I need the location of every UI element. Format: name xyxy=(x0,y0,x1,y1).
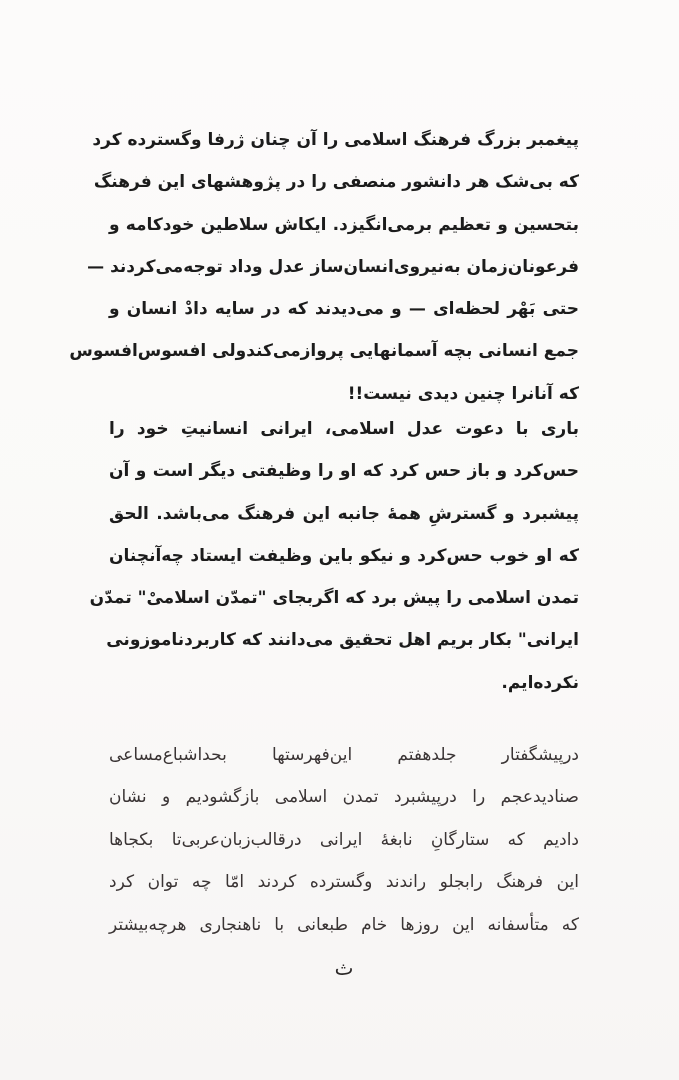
text-line: بتحسین و تعظیم برمی‌انگیزد. ایکاش سلاطین خودکامه و xyxy=(109,214,579,235)
paragraph-1 xyxy=(69,125,579,421)
text-line: جمع انسانی بچه آسمانهایی پروازمی‌کندولی افسوس‌افسوس xyxy=(69,341,579,362)
text-line: نکرده‌ایم. xyxy=(501,672,579,693)
text-line: درپیشگفتار جلدهفتم این‌فهرستها بحداشباع‌مساعی xyxy=(109,745,579,765)
text-line: که او خوب حس‌کرد و نیکو باین وظیفت ایستاد چه‌آنچنان xyxy=(109,545,579,566)
paragraph-2 xyxy=(89,414,579,710)
text-line: تمدن اسلامی را پیش برد که اگربجای "تمدّن اسلامیْ" تمدّن xyxy=(89,588,579,609)
text-line: باری با دعوت عدل اسلامی، ایرانی انسانیتِ خود را xyxy=(109,419,579,439)
text-line: حتی بَهْر لحظه‌ای — و می‌دیدند که در سایه دادْ انسان و xyxy=(109,299,579,320)
text-line: این فرهنگ رابجلو راندند وگسترده کردند امّا چه توان کرد xyxy=(109,872,579,893)
text-line: پیغمبر بزرگ فرهنگ اسلامی را آن چنان ژرفا وگسترده کرد xyxy=(92,130,579,150)
paragraph-3 xyxy=(109,740,579,952)
text-line: صنادیدعجم را درپیشبرد تمدن اسلامی بازگشودیم و نشان xyxy=(109,787,579,808)
text-line: پیشبرد و گسترشِ همهٔ جانبه این فرهنگ می‌باشد. الحق xyxy=(109,503,579,524)
text-line: که متأسفانه این روزها خام طبعانی با ناهنجاری هرچه‌بیشتر xyxy=(109,914,579,935)
text-line: حس‌کرد و باز حس کرد که او را وظیفتی دیگر است و آن xyxy=(109,461,579,482)
text-line: که آنانرا چنین دیدی نیست!! xyxy=(347,383,579,404)
text-line: ایرانی" بکار بریم اهل تحقیق می‌دانند که کاربردناموزونی xyxy=(106,630,579,651)
page-number: ث xyxy=(334,956,354,980)
text-line: دادیم که ستارگانِ نابغهٔ ایرانی درقالب‌زبان‌عربی‌تا بکجاها xyxy=(109,829,579,850)
text-line: که بی‌شک هر دانشور منصفی را در پژوهشهای این فرهنگ xyxy=(93,172,579,193)
text-line: فرعونان‌زمان به‌نیروی‌انسان‌ساز عدل وداد توجه‌می‌کردند — xyxy=(87,256,579,277)
